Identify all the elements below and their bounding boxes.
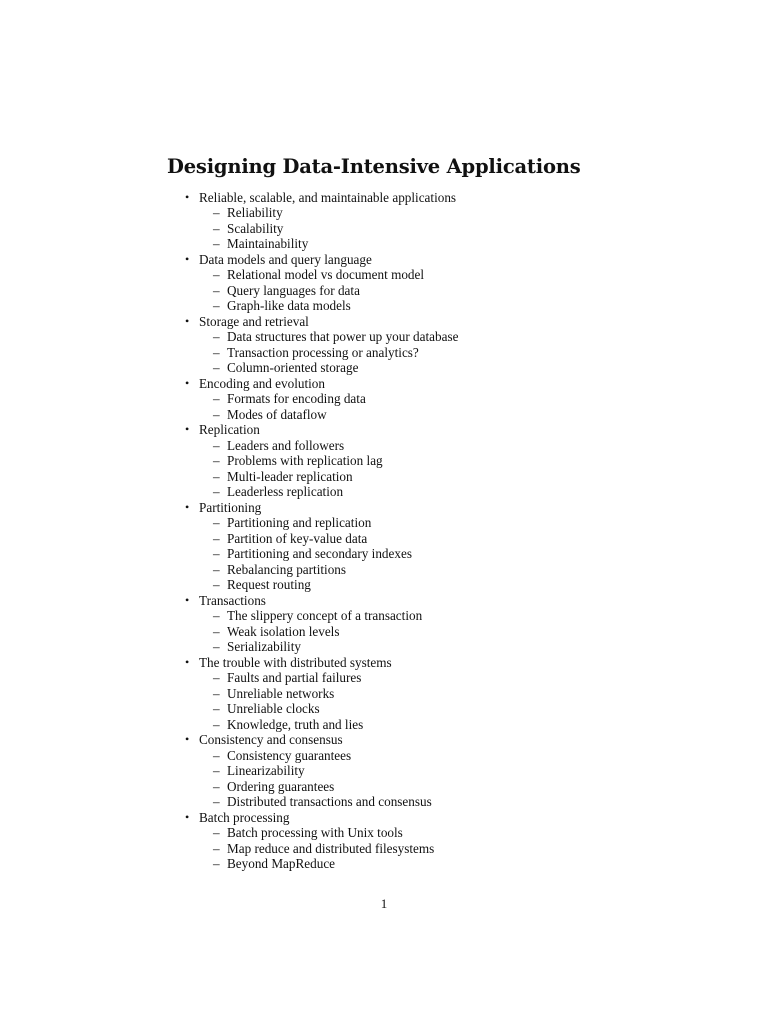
dash-icon: – [213,840,220,856]
subsection-item [0,205,768,221]
bullet-icon: • [185,499,190,514]
section-item [0,422,768,438]
dash-icon: – [213,344,220,360]
dash-icon: – [213,220,220,236]
bullet-icon: • [185,251,190,266]
subsection-title: Unreliable networks [227,685,335,701]
subsection-item [0,531,768,547]
section-item [0,732,768,748]
dash-icon: – [213,670,220,685]
subsection-item [0,686,768,702]
dash-icon: – [213,468,220,484]
dash-icon: – [213,747,220,763]
subsection-item [0,856,768,872]
section-item [0,500,768,516]
subsection-item [0,717,768,733]
section-title: Encoding and evolution [199,375,325,391]
subsection-item [0,779,768,795]
page-number: 1 [380,896,388,911]
subsection-item [0,469,768,485]
dash-icon: – [213,716,220,732]
section-title: Batch processing [199,809,290,825]
subsection-title: Beyond MapReduce [227,856,336,871]
table-of-contents [0,190,768,872]
subsection-title: Unreliable clocks [227,701,320,716]
subsection-title: Problems with replication lag [227,453,383,468]
dash-icon: – [213,267,220,282]
dash-icon: – [213,856,220,871]
subsection-item [0,283,768,299]
subsection-title: Rebalancing partitions [227,561,347,577]
subsection-title: Leaders and followers [227,437,345,453]
dash-icon: – [213,453,220,468]
subsection-item [0,221,768,237]
subsection-title: Serializability [227,639,301,654]
dash-icon: – [213,608,220,623]
subsection-item [0,841,768,857]
dash-icon: – [213,577,220,592]
subsection-item [0,639,768,655]
subsection-item [0,515,768,531]
section-item [0,190,768,206]
subsection-item [0,562,768,578]
subsection-item [0,825,768,841]
subsection-item [0,391,768,407]
subsection-title: Transaction processing or analytics? [227,344,419,360]
dash-icon: – [213,282,220,298]
subsection-title: Column-oriented storage [227,360,359,375]
subsection-title: Formats for encoding data [227,391,366,406]
bullet-icon: • [185,189,190,204]
section-title: Storage and retrieval [199,313,309,329]
subsection-title: Partitioning and replication [227,515,372,530]
section-title: Partitioning [199,499,262,515]
dash-icon: – [213,437,220,453]
dash-icon: – [213,406,220,422]
dash-icon: – [213,484,220,499]
dash-icon: – [213,391,220,406]
subsection-title: Multi-leader replication [227,468,353,484]
section-title: Replication [199,422,260,437]
section-item [0,655,768,671]
dash-icon: – [213,298,220,313]
section-title: The trouble with distributed systems [199,654,392,670]
section-item [0,810,768,826]
bullet-icon: • [185,313,190,328]
subsection-item [0,329,768,345]
section-title: Consistency and consensus [199,732,343,747]
dash-icon: – [213,794,220,809]
subsection-title: Weak isolation levels [227,623,340,639]
section-item [0,314,768,330]
subsection-item [0,360,768,376]
dash-icon: – [213,685,220,701]
dash-icon: – [213,623,220,639]
dash-icon: – [213,763,220,778]
bullet-icon: • [185,375,190,390]
subsection-title: Request routing [227,577,311,592]
subsection-item [0,748,768,764]
subsection-title: The slippery concept of a transaction [227,608,423,623]
subsection-item [0,298,768,314]
bullet-icon: • [185,654,190,669]
section-title: Transactions [199,592,266,608]
subsection-item [0,577,768,593]
subsection-title: Batch processing with Unix tools [227,825,403,840]
dash-icon: – [213,546,220,561]
dash-icon: – [213,701,220,716]
subsection-item [0,345,768,361]
subsection-item [0,453,768,469]
dash-icon: – [213,778,220,794]
subsection-title: Linearizability [227,763,305,778]
subsection-item [0,438,768,454]
subsection-title: Faults and partial failures [227,670,362,685]
subsection-title: Consistency guarantees [227,747,352,763]
subsection-title: Partitioning and secondary indexes [227,546,412,561]
dash-icon: – [213,561,220,577]
subsection-item [0,763,768,779]
dash-icon: – [213,329,220,344]
bullet-icon: • [185,422,190,436]
subsection-title: Knowledge, truth and lies [227,716,364,732]
section-title: Data models and query language [199,251,372,267]
subsection-title: Maintainability [227,236,309,251]
section-item [0,252,768,268]
subsection-item [0,794,768,810]
bullet-icon: • [185,732,190,746]
subsection-title: Leaderless replication [227,484,344,499]
subsection-title: Graph-like data models [227,298,351,313]
dash-icon: – [213,530,220,546]
subsection-title: Distributed transactions and consensus [227,794,432,809]
subsection-title: Data structures that power up your database [227,329,459,344]
subsection-item [0,608,768,624]
subsection-title: Query languages for data [227,282,360,298]
bullet-icon: • [185,809,190,824]
subsection-title: Relational model vs document model [227,267,425,282]
section-item [0,376,768,392]
subsection-title: Ordering guarantees [227,778,335,794]
subsection-item [0,236,768,252]
subsection-title: Map reduce and distributed filesystems [227,840,435,856]
section-item [0,593,768,609]
subsection-title: Scalability [227,220,284,236]
dash-icon: – [213,205,220,220]
subsection-item [0,407,768,423]
section-title: Reliable, scalable, and maintainable applications [199,189,457,205]
subsection-item [0,670,768,686]
subsection-item [0,484,768,500]
dash-icon: – [213,825,220,840]
dash-icon: – [213,360,220,375]
subsection-item [0,701,768,717]
subsection-item [0,624,768,640]
subsection-item [0,267,768,283]
dash-icon: – [213,515,220,530]
subsection-title: Modes of dataflow [227,406,327,422]
subsection-item [0,546,768,562]
bullet-icon: • [185,592,190,607]
subsection-title: Partition of key-value data [227,530,368,546]
dash-icon: – [213,639,220,654]
dash-icon: – [213,236,220,251]
page-title: Designing Data-Intensive Applications [167,155,581,178]
subsection-title: Reliability [227,205,283,220]
